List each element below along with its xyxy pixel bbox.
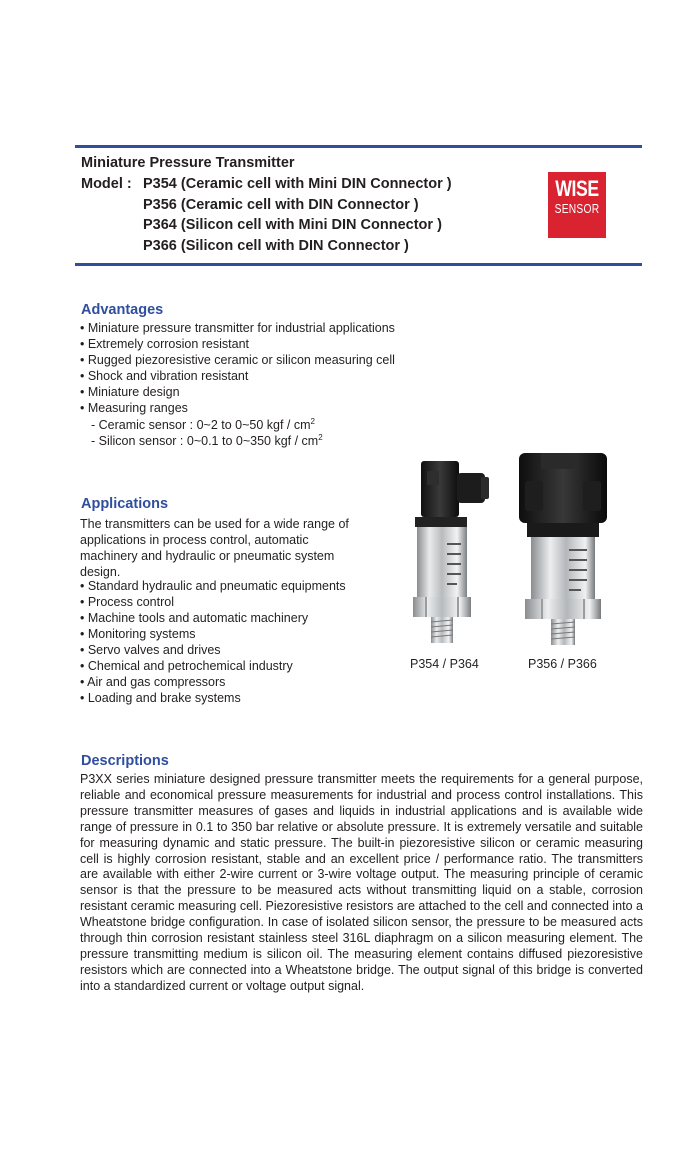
range-silicon-sup: 2: [318, 433, 323, 442]
range-ceramic-text: - Ceramic sensor : 0~2 to 0~50 kgf / cm: [91, 418, 311, 432]
list-item: • Measuring ranges: [80, 401, 188, 415]
advantages-heading: Advantages: [81, 302, 164, 318]
applications-intro: The transmitters can be used for a wide range of applications in process control, automatic machinery and hydraulic or pneumatic system design.: [80, 517, 349, 579]
model-line-1: [81, 174, 452, 195]
logo-line-1: WISE: [555, 176, 599, 201]
applications-list: [80, 578, 346, 706]
product-caption-p356-p366: P356 / P366: [528, 657, 597, 671]
list-item: • Air and gas compressors: [80, 675, 226, 689]
product-image-p356-p366: [511, 451, 621, 647]
wise-sensor-logo: [548, 172, 606, 238]
list-item: • Standard hydraulic and pneumatic equipments: [80, 579, 346, 593]
list-item: • Process control: [80, 595, 174, 609]
descriptions-heading: Descriptions: [81, 753, 169, 769]
header-bottom-rule: [75, 263, 642, 266]
product-caption-p354-p364: P354 / P364: [410, 657, 479, 671]
list-item: • Servo valves and drives: [80, 643, 221, 657]
list-item: • Shock and vibration resistant: [80, 369, 249, 383]
list-item: • Miniature pressure transmitter for industrial applications: [80, 321, 395, 335]
range-ceramic: [91, 417, 315, 433]
range-silicon: [91, 433, 323, 449]
model-p366: P366 (Silicon cell with DIN Connector ): [143, 238, 409, 254]
list-item: • Miniature design: [80, 385, 180, 399]
list-item: • Loading and brake systems: [80, 691, 241, 705]
list-item: • Machine tools and automatic machinery: [80, 611, 309, 625]
product-image-p354-p364: [405, 457, 501, 647]
logo-line-2: SENSOR: [554, 202, 600, 216]
range-ceramic-sup: 2: [310, 417, 315, 426]
list-item: • Chemical and petrochemical industry: [80, 659, 293, 673]
range-silicon-text: - Silicon sensor : 0~0.1 to 0~350 kgf / cm: [91, 434, 319, 448]
model-p356: P356 (Ceramic cell with DIN Connector ): [143, 197, 419, 213]
descriptions-body: P3XX series miniature designed pressure transmitter meets the requirements for a general purpose, reliable and economical pressure measurements for industrial and process control installations. This pressure transmitter measures of gases and liquids in industrial applications and is available wide range of pressure in 0.1 to 350 bar relative or absolute pressure. It is extremely versatile and suitable for measuring dynamic and static pressure. The built-in piezoresistive silicon or ceramic measuring cell is highly corrosion resistant, stable and an excellent price / performance ratio. The transmitters are available with either 2-wire current or 3-wire voltage output. The measuring principle of ceramic sensor is that the pressure to be measured acts without transmitting liquid on a stable, corrosion resistant ceramic measuring cell. Piezoresistive resistors are attached to the cell and connected into a Wheatstone bridge configuration. In case of isolated silicon sensor, the pressure to be measured acts through thin corrosion resistant stainless steel 316L diaphragm on a silicon measuring element. The pressure transmitting medium is silicon oil. The measuring element contains diffused piezoresistive resistors which are connected into a Wheatstone bridge. The output signal of this bridge is converted into a standardized current or voltage output signal.: [80, 772, 643, 993]
model-p364: P364 (Silicon cell with Mini DIN Connector ): [143, 217, 442, 233]
header-top-rule: [75, 145, 642, 148]
applications-heading: Applications: [81, 496, 169, 512]
list-item: • Extremely corrosion resistant: [80, 337, 250, 351]
advantages-list: [80, 320, 395, 416]
model-label: Model :: [81, 176, 132, 192]
model-p354: P354 (Ceramic cell with Mini DIN Connector ): [143, 176, 452, 192]
list-item: • Monitoring systems: [80, 627, 196, 641]
list-item: • Rugged piezoresistive ceramic or silicon measuring cell: [80, 353, 395, 367]
document-title: Miniature Pressure Transmitter: [81, 155, 295, 171]
